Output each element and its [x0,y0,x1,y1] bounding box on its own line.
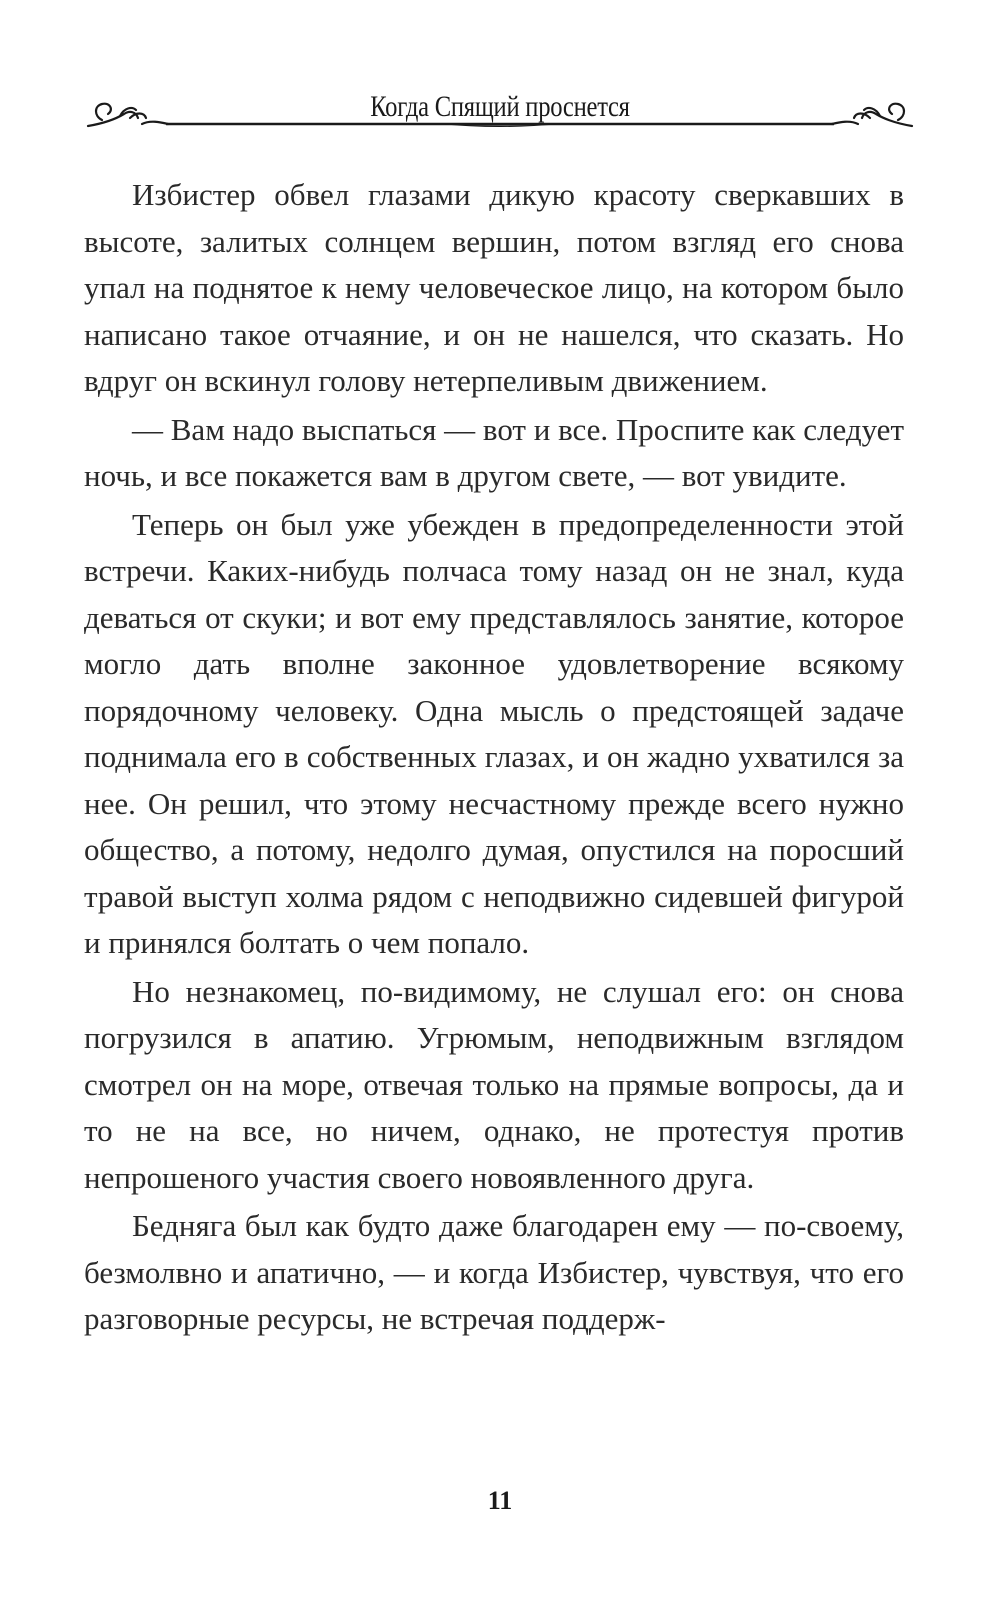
page-number: 11 [487,1486,513,1515]
body-text [84,172,904,1343]
paragraph: Но незнакомец, по-видимому, не слушал его: он снова погрузился в апатию. Угрюмым, неподвижным взглядом смотрел он на море, отвечая только на прямые вопросы, да и то не на все, но ничем, однако, не протестуя против непрошеного участия своего новоявленного друга. [84,973,904,1195]
paragraph: Теперь он был уже убежден в предопределенности этой встречи. Каких-нибудь полчаса тому назад он не знал, куда деваться от скуки; и вот ему представлялось занятие, которое могло дать вполне законное удовлетворение всякому порядочному человеку. Одна мысль о предстоящей задаче поднимала его в собственных глазах, и он жадно ухватился за нее. Он решил, что этому несчастному прежде всего нужно общество, а потому, недолго думая, опустился на поросший травой выступ холма рядом с неподвижно сидевшей фигурой и принялся болтать о чем попало. [84,506,904,960]
running-head-title: Когда Спящий проснется [370,90,630,123]
paragraph: — Вам надо выспаться — вот и все. Проспите как следует ночь, и все покажется вам в другом свете, — вот увидите. [84,411,904,493]
paragraph: Избистер обвел глазами дикую красоту сверкавших в высоте, залитых солнцем вершин, потом взгляд его снова упал на поднятое к нему человеческое лицо, на котором было написано такое отчаяние, и он не нашелся, что сказать. Но вдруг он вскинул голову нетерпеливым движением. [84,177,904,398]
running-head [80,80,920,140]
paragraph: Бедняга был как будто даже благодарен ему — по-своему, безмолвно и апатично, — и когда Избистер, чувствуя, что его разговорные ресурсы, не встречая поддерж- [84,1208,904,1336]
